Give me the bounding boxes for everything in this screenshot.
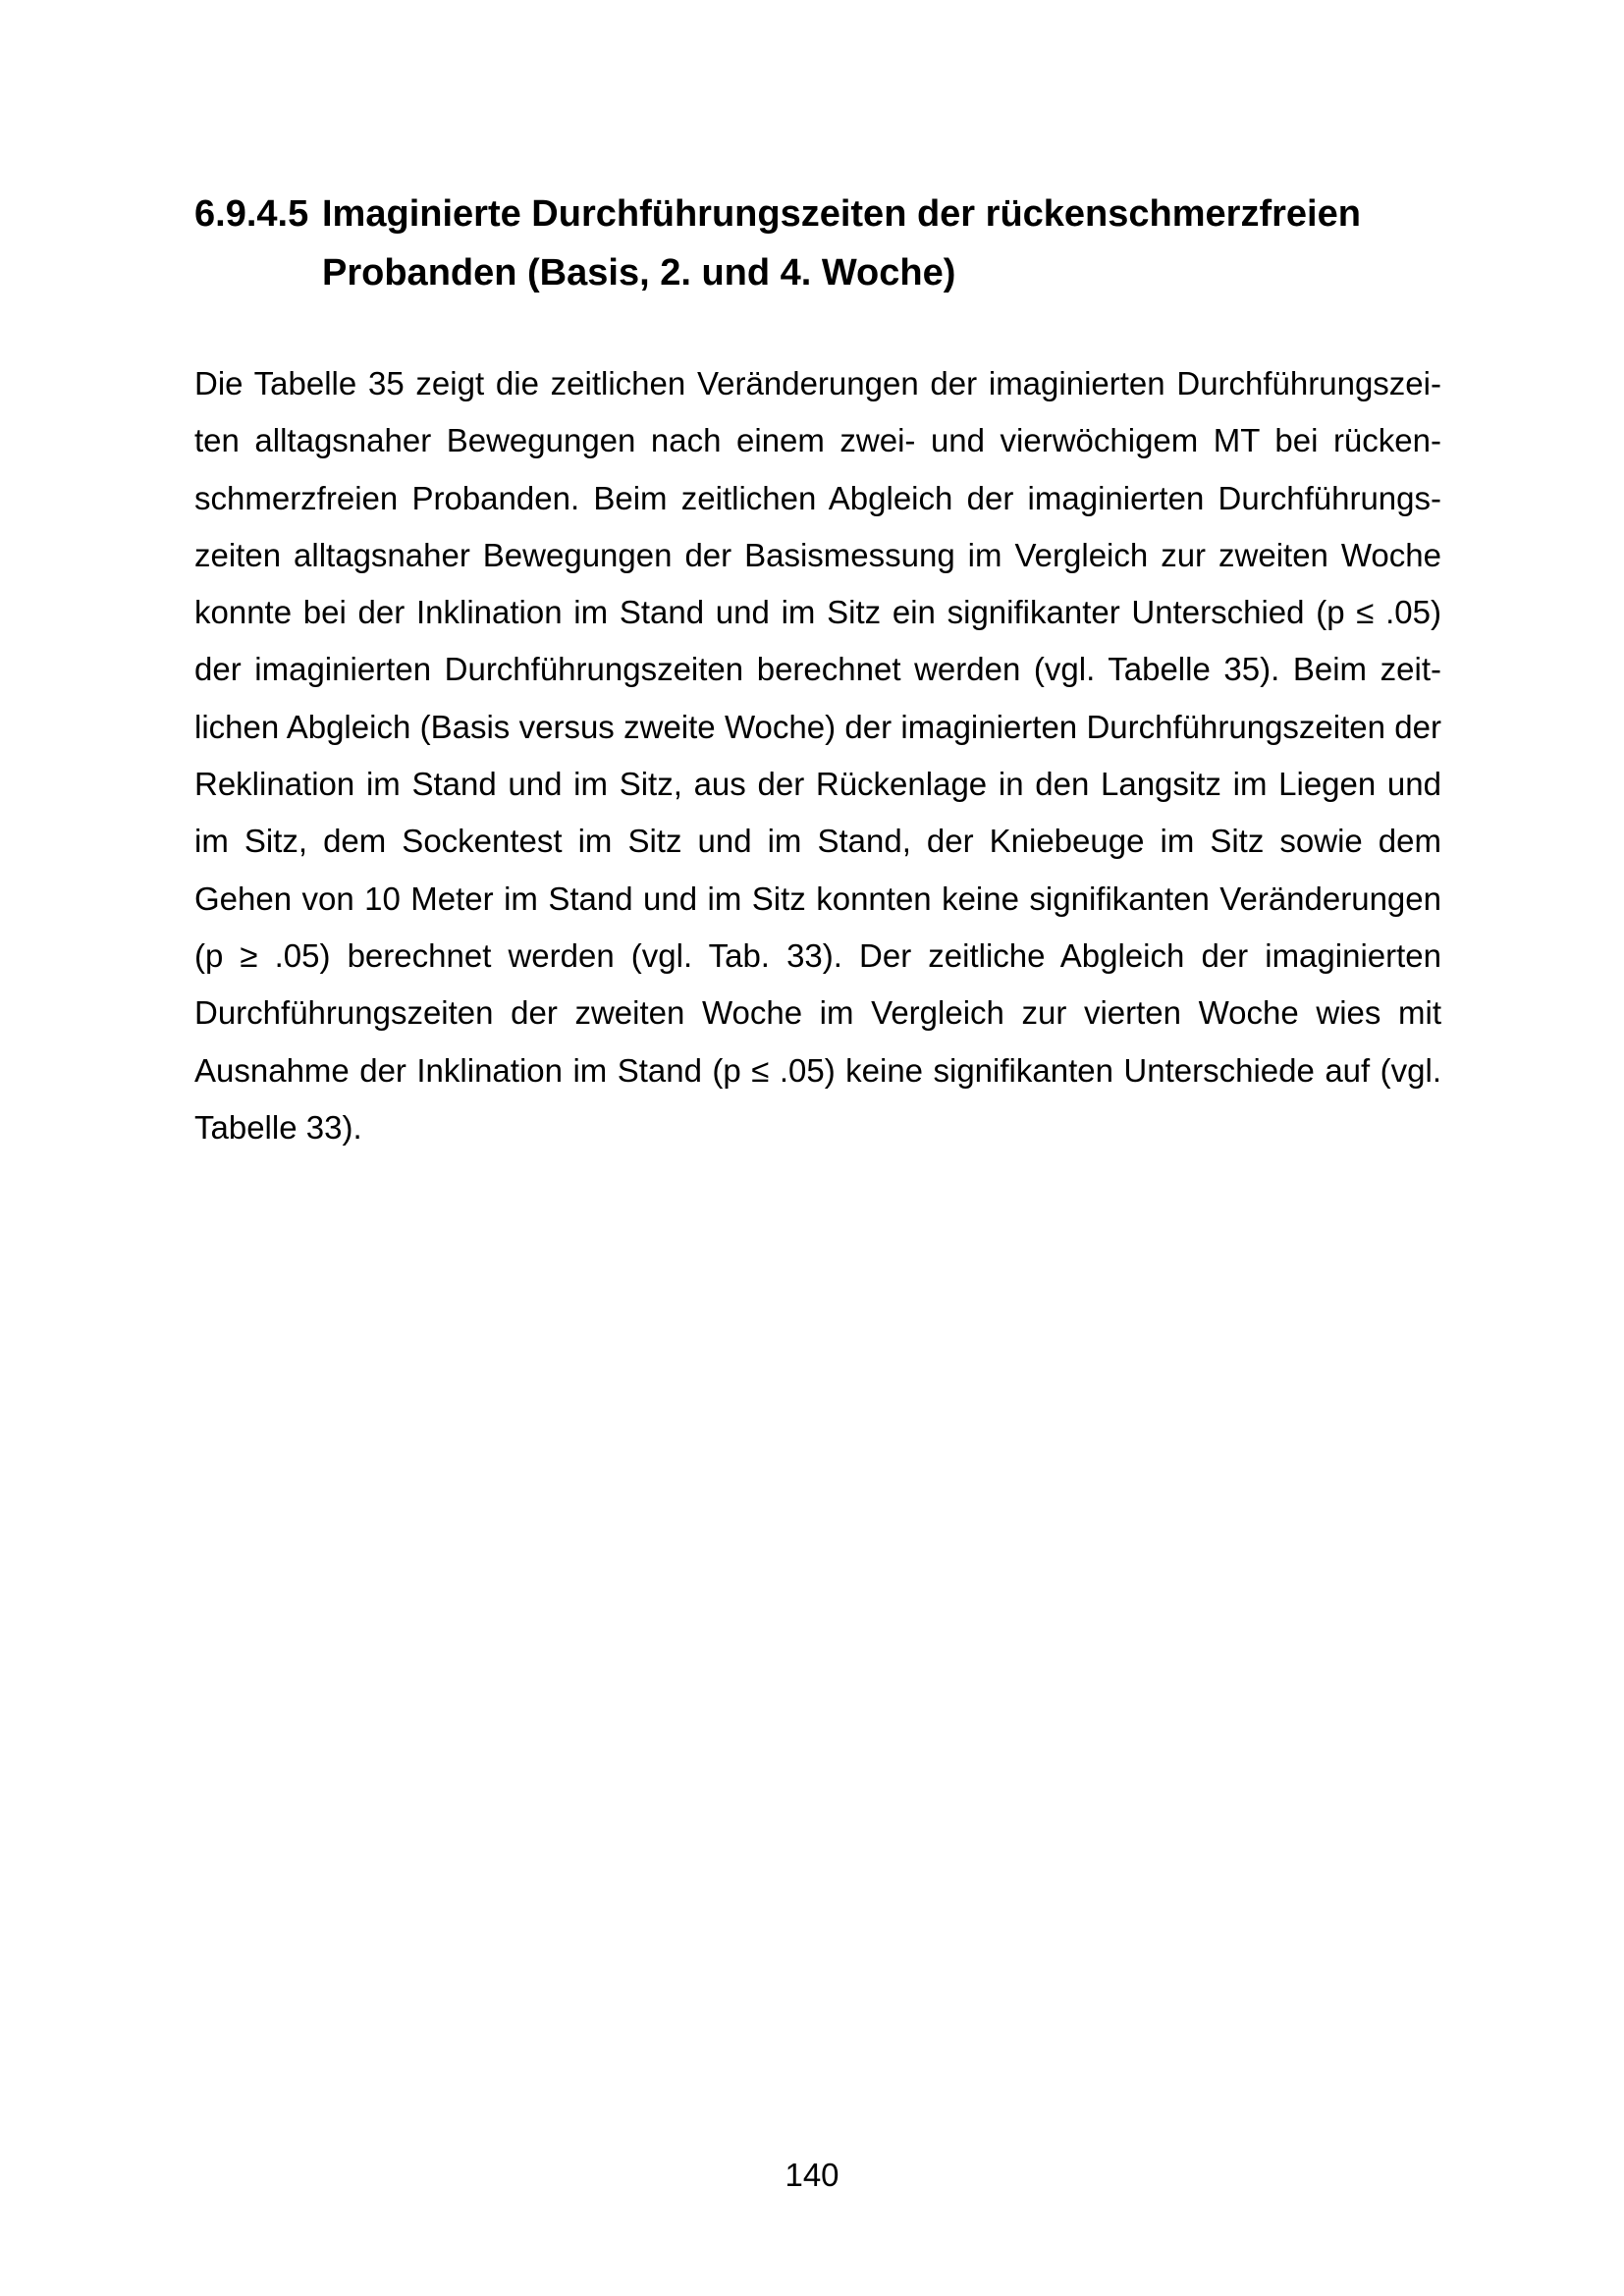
section-heading <box>194 185 1471 302</box>
body-paragraph: Die Tabelle 35 zeigt die zeitlichen Veränderungen der imaginierten Durchführungszeiten alltagsnaher Bewegungen nach einem zwei- und vierwöchigem MT bei rückenschmerzfreien Probanden. Beim zeitlichen Abgleich der imaginierten Durchführungszeiten alltagsnaher Bewegungen der Basismessung im Vergleich zur zweiten Woche konnte bei der Inklination im Stand und im Sitz ein signifikanter Unterschied (p ≤ .05) der imaginierten Durchführungszeiten berechnet werden (vgl. Tabelle 35). Beim zeitlichen Abgleich (Basis versus zweite Woche) der imaginierten Durchführungszeiten der Reklination im Stand und im Sitz, aus der Rückenlage in den Langsitz im Liegen und im Sitz, dem Sockentest im Sitz und im Stand, der Kniebeuge im Sitz sowie dem Gehen von 10 Meter im Stand und im Sitz konnten keine signifikanten Veränderungen (p ≥ .05) berechnet werden (vgl. Tab. 33). Der zeitliche Abgleich der imaginierten Durchführungszeiten der zweiten Woche im Vergleich zur vierten Woche wies mit Ausnahme der Inklination im Stand (p ≤ .05) keine signifikanten Unterschiede auf (vgl. Tabelle 33). <box>194 365 1441 1146</box>
page-number: 140 <box>785 2157 839 2193</box>
section-title-line-1: Imaginierte Durchführungszeiten der rückenschmerzfreien <box>322 193 1361 235</box>
section-title-line-2: Probanden (Basis, 2. und 4. Woche) <box>322 252 956 294</box>
section-number: 6.9.4.5 <box>194 193 309 235</box>
